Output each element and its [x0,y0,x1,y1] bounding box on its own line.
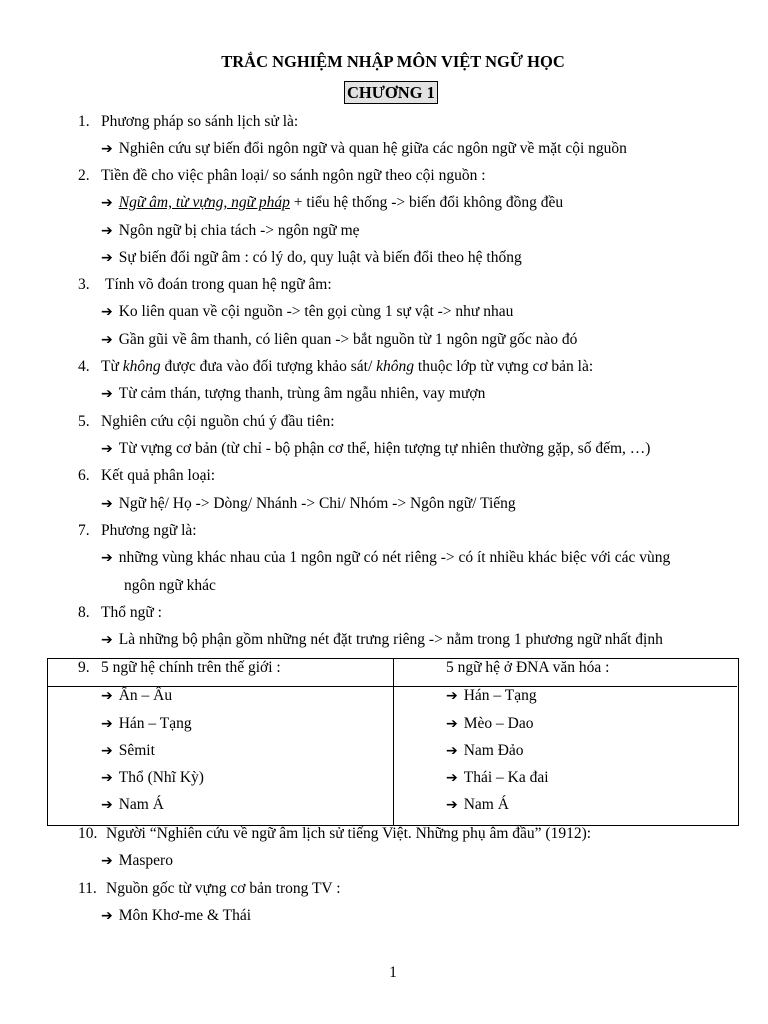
question-text: Người “Nghiên cứu về ngữ âm lịch sử tiếng Việt. Những phụ âm đầu” (1912): [106,825,592,842]
arrow-right-icon: ➔ [446,688,458,704]
table-cell-left: ➔ Hán – Tạng [101,715,192,732]
arrow-right-icon: ➔ [101,688,113,704]
answer-line: ➔ Gần gũi về âm thanh, có liên quan -> bắt nguồn từ 1 ngôn ngữ gốc nào đó [101,331,578,348]
question-text: Phương pháp so sánh lịch sử là: [101,113,299,130]
answer-line: ➔ Maspero [101,852,173,869]
question-number: 6. [78,467,90,484]
answer-continuation: ngôn ngữ khác [124,577,216,594]
question-number: 8. [78,604,90,621]
arrow-right-icon: ➔ [101,141,113,157]
answer-line: ➔ những vùng khác nhau của 1 ngôn ngữ có nét riêng -> có ít nhiều khác biệc với các vùng [101,549,671,566]
question-text: Tiền đề cho việc phân loại/ so sánh ngôn ngữ theo cội nguồn : [101,167,486,184]
question-text: Phương ngữ là: [101,522,197,539]
answer-line: ➔ Từ vựng cơ bản (từ chỉ - bộ phận cơ thể, hiện tượng tự nhiên thường gặp, số đếm, …) [101,440,651,457]
question-number: 2. [78,167,90,184]
table-cell-left: ➔ Nam Á [101,796,164,813]
answer-line: ➔ Ko liên quan về cội nguồn -> tên gọi cùng 1 sự vật -> như nhau [101,303,514,320]
answer-line: ➔ Nghiên cứu sự biến đổi ngôn ngữ và quan hệ giữa các ngôn ngữ về mặt cội nguồn [101,140,627,157]
question-number: 7. [78,522,90,539]
arrow-right-icon: ➔ [101,908,113,924]
answer-line: ➔ Ngữ âm, từ vựng, ngữ pháp + tiểu hệ thống -> biến đổi không đồng đều [101,194,564,211]
table-cell-right: ➔ Nam Đảo [446,742,524,759]
table-header-left: 5 ngữ hệ chính trên thế giới : [101,659,281,676]
question-text: Nguồn gốc từ vựng cơ bản trong TV : [106,880,341,897]
question-text: Nghiên cứu cội nguồn chú ý đầu tiên: [101,413,335,430]
table-header-right: 5 ngữ hệ ở ĐNA văn hóa : [446,659,610,676]
question-text: Thổ ngữ : [101,604,162,621]
table-cell-left: ➔ Ấn – Âu [101,687,173,704]
arrow-right-icon: ➔ [101,716,113,732]
arrow-right-icon: ➔ [101,386,113,402]
question-text: Kết quả phân loại: [101,467,216,484]
arrow-right-icon: ➔ [446,716,458,732]
question-number: 1. [78,113,90,130]
question-number: 5. [78,413,90,430]
table-cell-right: ➔ Hán – Tạng [446,687,537,704]
chapter-heading: CHƯƠNG 1 [344,81,438,104]
table-cell-left: ➔ Thổ (Nhĩ Kỳ) [101,769,204,786]
table-cell-right: ➔ Nam Á [446,796,509,813]
answer-line: ➔ Từ cảm thán, tượng thanh, trùng âm ngẫu nhiên, vay mượn [101,385,486,402]
question-number: 9. [78,659,90,676]
arrow-right-icon: ➔ [101,195,113,211]
arrow-right-icon: ➔ [101,496,113,512]
document-title: TRẮC NGHIỆM NHẬP MÔN VIỆT NGỮ HỌC [221,52,565,71]
answer-line: ➔ Ngữ hệ/ Họ -> Dòng/ Nhánh -> Chi/ Nhóm -> Ngôn ngữ/ Tiếng [101,495,516,512]
arrow-right-icon: ➔ [101,250,113,266]
table-cell-right: ➔ Mèo – Dao [446,715,534,732]
table-cell-left: ➔ Sêmit [101,742,155,759]
arrow-right-icon: ➔ [446,743,458,759]
question-number: 3. [78,276,90,293]
arrow-right-icon: ➔ [101,332,113,348]
arrow-right-icon: ➔ [101,743,113,759]
arrow-right-icon: ➔ [101,223,113,239]
arrow-right-icon: ➔ [101,304,113,320]
page-number: 1 [389,964,397,981]
answer-line: ➔ Ngôn ngữ bị chia tách -> ngôn ngữ mẹ [101,222,360,239]
answer-line: ➔ Môn Khơ-me & Thái [101,907,252,924]
question-number: 11. [78,880,97,897]
arrow-right-icon: ➔ [101,853,113,869]
arrow-right-icon: ➔ [101,550,113,566]
table-column-divider [393,658,394,826]
arrow-right-icon: ➔ [446,797,458,813]
emphasis-text: Ngữ âm, từ vựng, ngữ pháp [118,194,290,211]
question-number: 4. [78,358,90,375]
arrow-right-icon: ➔ [446,770,458,786]
arrow-right-icon: ➔ [101,797,113,813]
question-number: 10. [78,825,98,842]
question-text: Từ không được đưa vào đối tượng khảo sát/ không thuộc lớp từ vựng cơ bản là: [101,358,594,375]
question-text: Tính võ đoán trong quan hệ ngữ âm: [105,276,332,293]
answer-line: ➔ Sự biến đổi ngữ âm : có lý do, quy luật và biến đổi theo hệ thống [101,249,522,266]
arrow-right-icon: ➔ [101,632,113,648]
answer-line: ➔ Là những bộ phận gồm những nét đặt trưng riêng -> nằm trong 1 phương ngữ nhất định [101,631,663,648]
table-cell-right: ➔ Thái – Ka đai [446,769,549,786]
arrow-right-icon: ➔ [101,770,113,786]
arrow-right-icon: ➔ [101,441,113,457]
